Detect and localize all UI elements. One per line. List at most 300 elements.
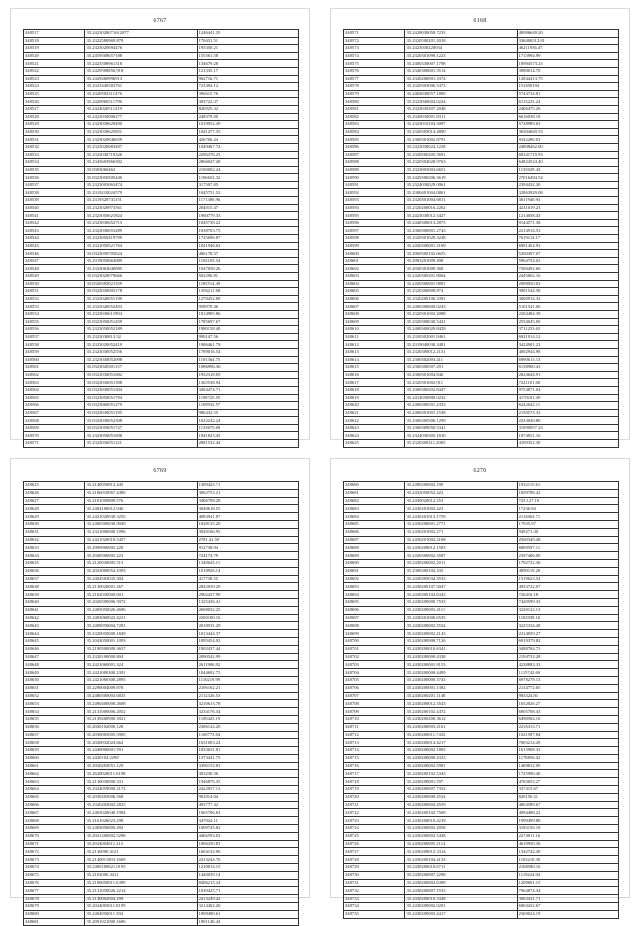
- table-row: [24, 482, 299, 490]
- row-id-cell: 348528: [24, 113, 85, 121]
- table-row: [24, 598, 299, 606]
- row-id-cell: 348563: [24, 379, 85, 387]
- row-id-cell: 348654: [24, 708, 85, 716]
- amount-cell: 406178.37: [197, 250, 298, 258]
- code-cell: 35.2320500201.2018: [405, 37, 517, 45]
- row-id-cell: 348697: [344, 614, 405, 622]
- code-cell: 35.2404106012.946: [85, 505, 197, 513]
- row-id-cell: 348730: [344, 871, 405, 879]
- table-row: [24, 303, 299, 311]
- table-row: [24, 910, 299, 918]
- code-cell: 35.2320301004.6811: [405, 197, 517, 205]
- amount-cell: 1325436.41: [197, 598, 298, 606]
- row-id-cell: 348673: [24, 856, 85, 864]
- code-cell: 35.0323030051398: [85, 379, 197, 387]
- amount-cell: 1946876.35: [197, 778, 298, 786]
- code-cell: 35.2300302003.411: [405, 356, 517, 364]
- amount-cell: 6616038.18: [517, 113, 618, 121]
- table-row: [24, 113, 299, 121]
- code-cell: 35.2290004009.878: [85, 684, 197, 692]
- amount-cell: 4933722.07: [517, 583, 618, 591]
- code-cell: 35.2130020001.267: [85, 583, 197, 591]
- code-cell: 35.2440300013.2875: [405, 219, 517, 227]
- code-cell: 35.2400500036.9049: [85, 520, 197, 528]
- code-cell: 35.2101050809.576: [85, 497, 197, 505]
- code-cell: 35.0323050051727: [85, 424, 197, 432]
- table-row: [344, 871, 619, 879]
- code-cell: 35.2421020010.5457: [85, 536, 197, 544]
- code-cell: 35.2340300601.5514: [405, 67, 517, 75]
- row-id-cell: 348523: [24, 75, 85, 83]
- row-id-cell: 348596: [344, 219, 405, 227]
- code-cell: 35.2480500003.6835: [85, 692, 197, 700]
- row-id-cell: 348529: [24, 121, 85, 129]
- row-id-cell: 348663: [24, 778, 85, 786]
- amount-cell: 17935.97: [517, 520, 618, 528]
- row-id-cell: 348565: [24, 394, 85, 402]
- row-id-cell: 348716: [344, 762, 405, 770]
- row-id-cell: 348519: [24, 45, 85, 53]
- code-cell: 35.2430200010.3348: [405, 895, 517, 903]
- amount-cell: 1133675.69: [197, 424, 298, 432]
- row-id-cell: 348618: [344, 386, 405, 394]
- amount-cell: 10984573.23: [517, 60, 618, 68]
- row-id-cell: 348700: [344, 637, 405, 645]
- table-row: [344, 257, 619, 265]
- amount-cell: 2296376.25: [197, 151, 298, 159]
- code-cell: 35.2319210024579: [85, 189, 197, 197]
- code-cell: 35.2430200001.1382: [405, 684, 517, 692]
- page-number: 6270: [473, 468, 487, 474]
- row-id-cell: 348540: [24, 204, 85, 212]
- amount-cell: 1214058.43: [517, 212, 618, 220]
- code-cell: 35.2320100000.804: [85, 653, 197, 661]
- table-row: [344, 528, 619, 536]
- row-id-cell: 348707: [344, 692, 405, 700]
- row-id-cell: 348671: [24, 840, 85, 848]
- code-cell: 35.2319040030.3481: [405, 341, 517, 349]
- amount-cell: 493777.42: [197, 801, 298, 809]
- row-id-cell: 348656: [24, 723, 85, 731]
- row-id-cell: 348587: [344, 151, 405, 159]
- table-row: [24, 622, 299, 630]
- table-row: [344, 591, 619, 599]
- table-row: [344, 482, 619, 490]
- row-id-cell: 348627: [24, 497, 85, 505]
- row-id-cell: 348624: [344, 432, 405, 440]
- row-id-cell: 348558: [24, 341, 85, 349]
- amount-cell: 3000914.33: [517, 295, 618, 303]
- table-row: [24, 197, 299, 205]
- table-row: [344, 424, 619, 432]
- code-cell: 35.2323030611994: [85, 310, 197, 318]
- table-row: [344, 333, 619, 341]
- amount-cell: 2608032.25: [197, 606, 298, 614]
- row-id-cell: 348728: [344, 856, 405, 864]
- table-row: [24, 318, 299, 326]
- table-row: [344, 669, 619, 677]
- row-id-cell: 348590: [344, 174, 405, 182]
- code-cell: 35.2323003063474: [85, 181, 197, 189]
- code-cell: 35.2430200104.4133: [405, 856, 517, 864]
- amount-cell: 7619114.17: [517, 235, 618, 243]
- row-id-cell: 348561: [24, 364, 85, 372]
- table-row: [24, 440, 299, 448]
- amount-cell: 1103210.30: [517, 856, 618, 864]
- table-row: [344, 606, 619, 614]
- table-row: [344, 250, 619, 258]
- code-cell: 35.2430300102.6343: [405, 591, 517, 599]
- code-cell: 35.2420104.2298: [85, 754, 197, 762]
- row-id-cell: 348572: [344, 37, 405, 45]
- table-row: [24, 614, 299, 622]
- table-row: [344, 417, 619, 425]
- row-id-cell: 348720: [344, 793, 405, 801]
- amount-cell: 949271.30: [517, 528, 618, 536]
- amount-cell: 1652026.27: [517, 700, 618, 708]
- table-row: [344, 121, 619, 129]
- table-row: [344, 489, 619, 497]
- code-cell: 35.2430200002.2058: [405, 825, 517, 833]
- amount-cell: 2397406.09: [517, 552, 618, 560]
- table-row: [344, 637, 619, 645]
- amount-cell: 2214059.27: [517, 630, 618, 638]
- amount-cell: 347024.11: [197, 817, 298, 825]
- row-id-cell: 348589: [344, 166, 405, 174]
- table-row: [344, 113, 619, 121]
- table-row: [24, 575, 299, 583]
- amount-cell: 1270452.88: [197, 295, 298, 303]
- row-id-cell: 348620: [344, 402, 405, 410]
- code-cell: 35.2020102000.128: [85, 723, 197, 731]
- row-id-cell: 348662: [24, 770, 85, 778]
- amount-cell: 1185514.49: [197, 280, 298, 288]
- row-id-cell: 348674: [24, 864, 85, 872]
- amount-cell: 9144571.38: [517, 219, 618, 227]
- row-id-cell: 348601: [344, 257, 405, 265]
- code-cell: 35.2400100021.0195: [85, 864, 197, 872]
- code-cell: 35.2320301002.2088: [405, 310, 517, 318]
- amount-cell: 3183156.18: [517, 825, 618, 833]
- table-row: [24, 288, 299, 296]
- row-id-cell: 348718: [344, 778, 405, 786]
- row-id-cell: 348658: [24, 739, 85, 747]
- table-row: [24, 257, 299, 265]
- data-table: [23, 481, 299, 926]
- amount-cell: 1785697.67: [197, 318, 298, 326]
- code-cell: 35.2430200010.6711: [405, 864, 517, 872]
- row-id-cell: 348638: [24, 583, 85, 591]
- code-cell: 35.2969300102.6655: [405, 250, 517, 258]
- row-id-cell: 348606: [344, 295, 405, 303]
- row-id-cell: 348549: [24, 273, 85, 281]
- code-cell: 35.2430200003.4111: [405, 606, 517, 614]
- code-cell: 35.2430200003.4417: [405, 910, 517, 918]
- row-id-cell: 348637: [24, 575, 85, 583]
- amount-cell: 4466593.03: [197, 832, 298, 840]
- amount-cell: 2413249.42: [197, 895, 298, 903]
- row-id-cell: 348556: [24, 326, 85, 334]
- table-row: [344, 67, 619, 75]
- row-id-cell: 348667: [24, 809, 85, 817]
- amount-cell: 336406512.81: [517, 37, 618, 45]
- amount-cell: 1022242.24: [197, 417, 298, 425]
- amount-cell: 4763653.27: [517, 778, 618, 786]
- table-row: [344, 614, 619, 622]
- row-id-cell: 348670: [24, 832, 85, 840]
- amount-cell: 6113223.24: [517, 98, 618, 106]
- code-cell: 35.2423508961318: [85, 60, 197, 68]
- amount-cell: 2018531.29: [197, 622, 298, 630]
- amount-cell: 958978.46: [197, 303, 298, 311]
- row-id-cell: 348692: [344, 575, 405, 583]
- table-row: [24, 52, 299, 60]
- amount-cell: 3063431.71: [517, 895, 618, 903]
- row-id-cell: 348617: [344, 379, 405, 387]
- row-id-cell: 348646: [24, 645, 85, 653]
- table-row: [24, 67, 299, 75]
- row-id-cell: 348634: [24, 552, 85, 560]
- code-cell: 35.2430200002.6399: [405, 879, 517, 887]
- amount-cell: 3396153.83: [197, 762, 298, 770]
- code-cell: 35.2324059000.2172: [85, 786, 197, 794]
- amount-cell: 4231019.23: [517, 204, 618, 212]
- row-id-cell: 348699: [344, 630, 405, 638]
- table-row: [344, 832, 619, 840]
- code-cell: 35.2323040604.0224: [405, 98, 517, 106]
- row-id-cell: 348583: [344, 121, 405, 129]
- row-id-cell: 348605: [344, 288, 405, 296]
- row-id-cell: 348588: [344, 159, 405, 167]
- table-row: [24, 128, 299, 136]
- row-id-cell: 348733: [344, 895, 405, 903]
- code-cell: 35.2430300001.2169: [405, 242, 517, 250]
- code-cell: 35.2043050001.1093: [85, 637, 197, 645]
- code-cell: 35.2320303006.5473: [405, 83, 517, 91]
- amount-cell: 1789016.54: [197, 348, 298, 356]
- code-cell: 35.2323440583761: [85, 83, 197, 91]
- row-id-cell: 348552: [24, 295, 85, 303]
- amount-cell: 7500492.60: [517, 265, 618, 273]
- table-row: [24, 793, 299, 801]
- row-id-cell: 348612: [344, 341, 405, 349]
- row-id-cell: 348564: [24, 386, 85, 394]
- table-row: [24, 379, 299, 387]
- row-id-cell: 348619: [344, 394, 405, 402]
- row-id-cell: 348721: [344, 801, 405, 809]
- code-cell: 35.2320500205.5691: [405, 151, 517, 159]
- row-id-cell: 348535: [24, 166, 85, 174]
- code-cell: 35.2030301009.368: [405, 265, 517, 273]
- row-id-cell: 348668: [24, 817, 85, 825]
- code-cell: 35.0323050505440: [85, 174, 197, 182]
- amount-cell: 1086996.36: [197, 364, 298, 372]
- code-cell: 35.2320300012.2131: [405, 348, 517, 356]
- code-cell: 35.2430020012.253: [405, 497, 517, 505]
- amount-cell: 1342742.40: [517, 848, 618, 856]
- table-row: [24, 559, 299, 567]
- row-id-cell: 348636: [24, 567, 85, 575]
- table-row: [344, 653, 619, 661]
- amount-cell: 49086649.20: [517, 30, 618, 38]
- row-id-cell: 348708: [344, 700, 405, 708]
- row-id-cell: 348669: [24, 825, 85, 833]
- row-id-cell: 348726: [344, 840, 405, 848]
- code-cell: 35.2403060022.4221: [85, 614, 197, 622]
- code-cell: 35.2320301099.1223: [405, 52, 517, 60]
- amount-cell: 2106162.21: [197, 684, 298, 692]
- amount-cell: 4090119.26: [517, 567, 618, 575]
- code-cell: 35.2323050419799: [85, 235, 197, 243]
- table-row: [24, 513, 299, 521]
- code-cell: 35.2430200000.4534: [405, 793, 517, 801]
- amount-cell: 1246441.35: [197, 30, 298, 38]
- code-cell: 35.2321050521764: [85, 242, 197, 250]
- code-cell: 35.2430200002.1883: [405, 747, 517, 755]
- row-id-cell: 348710: [344, 715, 405, 723]
- table-row: [344, 90, 619, 98]
- code-cell: 35.2320200016.2262: [405, 204, 517, 212]
- code-cell: 35.0323030051304: [85, 386, 197, 394]
- code-cell: 35.0323020079666: [85, 273, 197, 281]
- table-row: [24, 204, 299, 212]
- code-cell: 35.2100050011.6399: [85, 879, 197, 887]
- table-row: [344, 371, 619, 379]
- amount-cell: 1519623.54: [517, 575, 618, 583]
- code-cell: 35.2323030719326: [85, 151, 197, 159]
- code-cell: 35.2430300001.9891: [405, 280, 517, 288]
- code-cell: 35.2300401004.0861: [405, 189, 517, 197]
- table-row: [344, 622, 619, 630]
- row-id-cell: 348683: [344, 505, 405, 513]
- amount-cell: 1109425.19: [197, 715, 298, 723]
- code-cell: 35.2490200002.199: [405, 482, 517, 490]
- amount-cell: 1106652.32: [197, 174, 298, 182]
- data-table: [343, 29, 619, 448]
- table-row: [24, 75, 299, 83]
- row-id-cell: 348631: [24, 528, 85, 536]
- table-row: [24, 544, 299, 552]
- table-row: [344, 762, 619, 770]
- table-row: [344, 739, 619, 747]
- code-cell: 35.2430206002.2011: [405, 559, 517, 567]
- code-cell: 35.2490400000.2608: [85, 700, 197, 708]
- table-row: [24, 159, 299, 167]
- table-row: [24, 505, 299, 513]
- code-cell: 35.2421060300.2895: [85, 676, 197, 684]
- code-cell: 35.2020032024.662: [85, 739, 197, 747]
- code-cell: 35.2430201002.2168: [405, 536, 517, 544]
- table-row: [344, 386, 619, 394]
- amount-cell: 3424901.23: [517, 341, 618, 349]
- table-row: [24, 356, 299, 364]
- table-row: [344, 895, 619, 903]
- table-row: [24, 903, 299, 911]
- row-id-cell: 348703: [344, 661, 405, 669]
- amount-cell: 204015.47: [197, 204, 298, 212]
- amount-cell: 1039425.71: [197, 887, 298, 895]
- amount-cell: 2881532.44: [197, 440, 298, 448]
- code-cell: 35.2323003003.6651: [405, 166, 517, 174]
- row-id-cell: 348686: [344, 528, 405, 536]
- row-id-cell: 348603: [344, 273, 405, 281]
- amount-cell: 1013444.37: [197, 630, 298, 638]
- code-cell: 35.2429460996913: [85, 75, 197, 83]
- code-cell: 35.2430200601.2771: [405, 520, 517, 528]
- code-cell: 35.2320300008.874: [405, 288, 517, 296]
- code-cell: 35.2030205006.568: [85, 793, 197, 801]
- code-cell: 35.2320030001.8311: [405, 113, 517, 121]
- amount-cell: 6921014.12: [517, 333, 618, 341]
- code-cell: 35.2021200002.5298: [85, 832, 197, 840]
- table-row: [344, 778, 619, 786]
- code-cell: 35.2323050621824: [85, 212, 197, 220]
- table-row: [344, 159, 619, 167]
- amount-cell: 2866047.48: [197, 159, 298, 167]
- code-cell: 35.2400300501.2333: [405, 402, 517, 410]
- document-page-4: [330, 458, 630, 917]
- code-cell: 35.2320303014.4890: [405, 128, 517, 136]
- table-row: [344, 770, 619, 778]
- code-cell: 35.2102050000.601: [85, 591, 197, 599]
- table-row: [344, 583, 619, 591]
- table-row: [24, 348, 299, 356]
- amount-cell: 1045738.22: [197, 219, 298, 227]
- amount-cell: 723.127.19: [517, 497, 618, 505]
- row-id-cell: 348661: [24, 762, 85, 770]
- code-cell: 35.2102000.4411: [85, 871, 197, 879]
- code-cell: 35.2430200000.7533: [405, 598, 517, 606]
- table-row: [24, 630, 299, 638]
- row-id-cell: 348639: [24, 591, 85, 599]
- row-id-cell: 348693: [344, 583, 405, 591]
- table-row: [344, 288, 619, 296]
- code-cell: 35.2320301029.3248: [405, 235, 517, 243]
- table-row: [344, 700, 619, 708]
- row-id-cell: 348681: [344, 489, 405, 497]
- table-row: [24, 235, 299, 243]
- table-row: [24, 417, 299, 425]
- table-row: [24, 60, 299, 68]
- row-id-cell: 348684: [344, 513, 405, 521]
- table-row: [24, 105, 299, 113]
- code-cell: 35.2320301002.911: [405, 379, 517, 387]
- amount-cell: 121335.17: [197, 67, 298, 75]
- code-cell: 35.2400300029.8429: [405, 326, 517, 334]
- amount-cell: 1059788.42: [517, 489, 618, 497]
- amount-cell: 1631003.24: [197, 739, 298, 747]
- row-id-cell: 348675: [24, 871, 85, 879]
- code-cell: 35.0323030005178: [85, 288, 197, 296]
- row-id-cell: 348546: [24, 250, 85, 258]
- row-id-cell: 348698: [344, 622, 405, 630]
- amount-cell: 1047058.26: [197, 265, 298, 273]
- code-cell: 35.2430200102.5343: [405, 770, 517, 778]
- amount-cell: 6978278.13: [517, 676, 618, 684]
- row-id-cell: 348621: [344, 409, 405, 417]
- table-row: [24, 273, 299, 281]
- code-cell: 35.0323050051794: [85, 394, 197, 402]
- code-cell: 35.2130000.4121: [85, 848, 197, 856]
- row-id-cell: 348543: [24, 227, 85, 235]
- table-row: [24, 333, 299, 341]
- code-cell: 35.2323030813.32: [85, 333, 197, 341]
- table-row: [24, 151, 299, 159]
- table-row: [344, 402, 619, 410]
- code-cell: 35.2430200003.2161: [405, 723, 517, 731]
- code-cell: 35.2323029846659: [85, 136, 197, 144]
- amount-cell: 3901544.58: [517, 288, 618, 296]
